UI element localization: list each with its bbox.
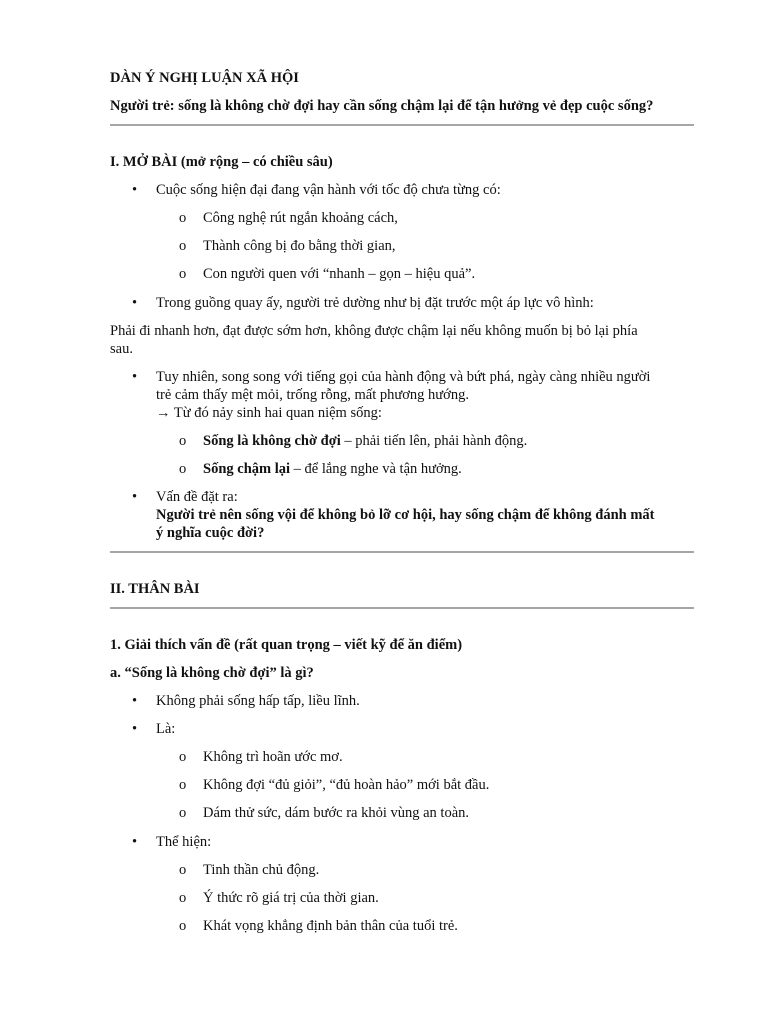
sub-list-item: Không trì hoãn ước mơ. <box>203 749 343 765</box>
problem-statement-line: Người trẻ nên sống vội để không bỏ lỡ cơ hội, hay sống chậm để không đánh mất <box>156 507 655 523</box>
sub-list-item: Công nghệ rút ngắn khoảng cách, <box>203 210 398 226</box>
list-item: Vấn đề đặt ra: <box>156 489 238 505</box>
list-item: Cuộc sống hiện đại đang vận hành với tốc độ chưa từng có: <box>156 182 501 198</box>
list-item: Thể hiện: <box>156 834 212 850</box>
sub-list-item: Thành công bị đo bằng thời gian, <box>203 238 396 254</box>
sub-bullet-marker: o <box>179 238 187 254</box>
concept-item <box>203 432 693 450</box>
list-item: Không phải sống hấp tấp, liều lĩnh. <box>156 693 360 709</box>
list-item-line: → Từ đó nảy sinh hai quan niệm sống: <box>156 405 382 421</box>
sub-bullet-marker: o <box>179 210 187 226</box>
list-item-line: Tuy nhiên, song song với tiếng gọi của hành động và bứt phá, ngày càng nhiều người <box>156 369 651 385</box>
subsection-heading: 1. Giải thích vấn đề (rất quan trọng – viết kỹ để ăn điểm) <box>110 637 463 653</box>
divider <box>110 607 694 609</box>
sub-bullet-marker: o <box>179 862 187 878</box>
divider <box>110 124 694 126</box>
document-title: DÀN Ý NGHỊ LUẬN XÃ HỘI <box>110 70 299 86</box>
sub-bullet-marker: o <box>179 461 187 477</box>
paragraph-line: sau. <box>110 341 133 357</box>
paragraph-line: Phải đi nhanh hơn, đạt được sớm hơn, không được chậm lại nếu không muốn bị bỏ lại phía <box>110 323 638 339</box>
subsection-subheading: a. “Sống là không chờ đợi” là gì? <box>110 665 314 681</box>
sub-list-item: Không đợi “đủ giỏi”, “đủ hoàn hảo” mới bắt đầu. <box>203 777 490 793</box>
essay-question: Người trẻ: sống là không chờ đợi hay cần sống chậm lại để tận hưởng vẻ đẹp cuộc sống? <box>110 98 654 114</box>
sub-list-item: Con người quen với “nhanh – gọn – hiệu quả”. <box>203 266 476 282</box>
sub-bullet-marker: o <box>179 918 187 934</box>
concept-description: – để lắng nghe và tận hưởng. <box>290 461 462 477</box>
sub-list-item: Tinh thần chủ động. <box>203 862 320 878</box>
sub-list-item: Ý thức rõ giá trị của thời gian. <box>203 890 379 906</box>
sub-bullet-marker: o <box>179 749 187 765</box>
concept-term: Sống là không chờ đợi <box>203 433 341 449</box>
sub-list-item: Khát vọng khẳng định bản thân của tuổi trẻ. <box>203 918 458 934</box>
sub-bullet-marker: o <box>179 777 187 793</box>
concept-item <box>203 460 693 478</box>
list-item: Trong guồng quay ấy, người trẻ dường như bị đặt trước một áp lực vô hình: <box>156 295 594 311</box>
sub-list-item: Dám thử sức, dám bước ra khỏi vùng an toàn. <box>203 805 470 821</box>
section-heading-mo-bai: I. MỞ BÀI (mở rộng – có chiều sâu) <box>110 154 333 170</box>
sub-bullet-marker: o <box>179 805 187 821</box>
list-item-line: trẻ cảm thấy mệt mỏi, trống rỗng, mất phương hướng. <box>156 387 469 403</box>
concept-description: – phải tiến lên, phải hành động. <box>340 433 528 449</box>
sub-bullet-marker: o <box>179 890 187 906</box>
divider <box>110 551 694 553</box>
sub-bullet-marker: o <box>179 266 187 282</box>
problem-statement-line: ý nghĩa cuộc đời? <box>156 525 265 541</box>
list-item: Là: <box>156 721 176 737</box>
section-heading-than-bai: II. THÂN BÀI <box>110 581 200 597</box>
concept-term: Sống chậm lại <box>203 461 291 477</box>
sub-bullet-marker: o <box>179 433 187 449</box>
